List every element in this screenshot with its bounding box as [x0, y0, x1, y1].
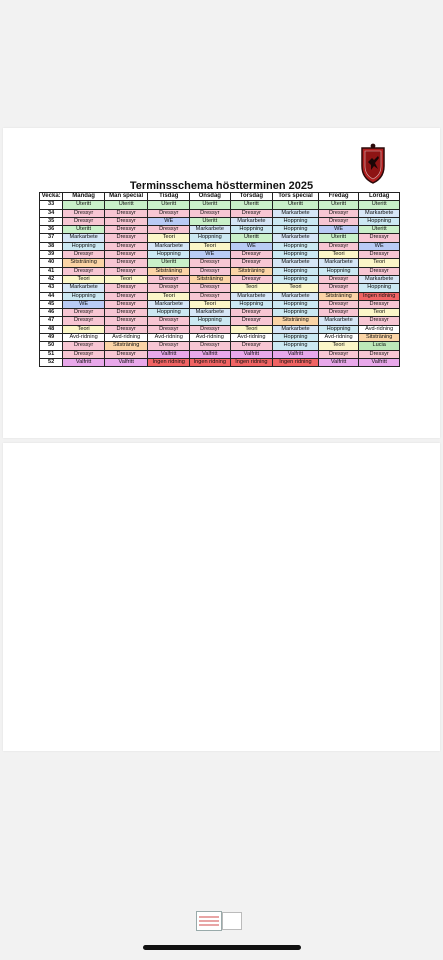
table-row [40, 217, 400, 225]
schedule-cell: Uteritt [273, 201, 319, 209]
schedule-cell: Dressyr [104, 317, 148, 325]
schedule-cell: Dressyr [230, 342, 273, 350]
schedule-cell: Sitsträning [359, 334, 400, 342]
schedule-cell: WE [318, 226, 359, 234]
schedule-cell: Hoppning [273, 267, 319, 275]
schedule-cell: Dressyr [104, 242, 148, 250]
schedule-cell: Teori [273, 284, 319, 292]
schedule-cell: Dressyr [230, 275, 273, 283]
schedule-cell: Uteritt [318, 234, 359, 242]
schedule-cell: Hoppning [230, 300, 273, 308]
schedule-cell: Dressyr [359, 251, 400, 259]
schedule-cell: Uteritt [104, 201, 148, 209]
table-row [40, 292, 400, 300]
schedule-cell: Dressyr [148, 226, 190, 234]
schedule-cell: Dressyr [63, 350, 105, 358]
schedule-cell: Markarbete [148, 300, 190, 308]
schedule-cell: Uteritt [359, 226, 400, 234]
week-number: 52 [40, 358, 63, 366]
schedule-cell: Teori [230, 325, 273, 333]
schedule-cell: Dressyr [63, 251, 105, 259]
schedule-header-row [40, 193, 400, 201]
schedule-cell: Sitsträning [148, 267, 190, 275]
week-number: 42 [40, 275, 63, 283]
week-number: 49 [40, 334, 63, 342]
schedule-cell: Valfritt [318, 358, 359, 366]
schedule-cell: Hoppning [273, 334, 319, 342]
schedule-cell: Hoppning [148, 251, 190, 259]
schedule-cell: Avd-ridning [190, 334, 231, 342]
schedule-cell: Uteritt [63, 201, 105, 209]
schedule-cell: Avd-ridning [63, 334, 105, 342]
schedule-cell: Markarbete [63, 234, 105, 242]
week-number: 48 [40, 325, 63, 333]
schedule-cell: Hoppning [63, 242, 105, 250]
schedule-cell: Teori [148, 292, 190, 300]
schedule-cell: Valfritt [190, 350, 231, 358]
header-saturday: Lördag [359, 193, 400, 201]
schedule-cell: Teori [230, 284, 273, 292]
schedule-cell: Dressyr [63, 309, 105, 317]
header-monday-special: Mån special [104, 193, 148, 201]
schedule-cell: Sitsträning [63, 259, 105, 267]
schedule-cell: Valfritt [273, 350, 319, 358]
schedule-cell: Markarbete [273, 325, 319, 333]
week-number: 36 [40, 226, 63, 234]
schedule-cell: Dressyr [148, 275, 190, 283]
schedule-cell: Markarbete [190, 309, 231, 317]
schedule-cell: Dressyr [104, 234, 148, 242]
schedule-cell: Dressyr [230, 259, 273, 267]
schedule-cell: Ingen ridning [273, 358, 319, 366]
schedule-cell: Sitsträning [190, 275, 231, 283]
schedule-cell: Dressyr [318, 300, 359, 308]
schedule-cell: Hoppning [359, 284, 400, 292]
schedule-cell: Dressyr [148, 209, 190, 217]
schedule-cell: Markarbete [273, 292, 319, 300]
schedule-cell: Dressyr [230, 209, 273, 217]
table-row [40, 251, 400, 259]
schedule-cell: Hoppning [273, 251, 319, 259]
schedule-cell: WE [359, 242, 400, 250]
schedule-cell: Dressyr [318, 242, 359, 250]
page-thumbnail-icon[interactable] [196, 911, 222, 931]
table-row [40, 201, 400, 209]
schedule-cell: Uteritt [148, 201, 190, 209]
schedule-cell: Sitsträning [230, 267, 273, 275]
week-number: 34 [40, 209, 63, 217]
schedule-cell: Dressyr [318, 209, 359, 217]
table-row [40, 209, 400, 217]
schedule-cell: Dressyr [359, 234, 400, 242]
schedule-cell: Dressyr [318, 275, 359, 283]
table-row [40, 325, 400, 333]
club-emblem-icon [359, 142, 387, 184]
table-row [40, 275, 400, 283]
schedule-cell: Ingen ridning [148, 358, 190, 366]
schedule-cell: WE [230, 242, 273, 250]
schedule-cell: Dressyr [190, 267, 231, 275]
schedule-cell: Dressyr [318, 217, 359, 225]
schedule-cell: WE [190, 251, 231, 259]
schedule-cell: Teori [190, 300, 231, 308]
schedule-cell: Dressyr [148, 325, 190, 333]
schedule-cell: Dressyr [148, 284, 190, 292]
week-number: 44 [40, 292, 63, 300]
header-thursday-special: Tors special [273, 193, 319, 201]
schedule-cell: Markarbete [190, 226, 231, 234]
schedule-cell: Dressyr [63, 217, 105, 225]
schedule-cell: Dressyr [104, 209, 148, 217]
schedule-cell: Sitsträning [318, 292, 359, 300]
schedule-cell: Dressyr [63, 209, 105, 217]
schedule-cell: Dressyr [148, 342, 190, 350]
table-row [40, 234, 400, 242]
schedule-cell: Markarbete [148, 242, 190, 250]
document-page-1 [3, 128, 440, 438]
schedule-cell: Hoppning [273, 242, 319, 250]
schedule-cell: Hoppning [148, 309, 190, 317]
table-row [40, 309, 400, 317]
schedule-cell: Dressyr [104, 226, 148, 234]
schedule-cell: Avd-ridning [318, 334, 359, 342]
header-tuesday: Tisdag [148, 193, 190, 201]
page-thumbnails[interactable] [196, 911, 242, 931]
table-row [40, 358, 400, 366]
table-row [40, 342, 400, 350]
schedule-cell: Dressyr [190, 284, 231, 292]
schedule-cell: Markarbete [230, 292, 273, 300]
schedule-cell: Ingen ridning [190, 358, 231, 366]
schedule-cell: WE [63, 300, 105, 308]
schedule-cell: Hoppning [273, 342, 319, 350]
document-page-2 [3, 443, 440, 751]
schedule-cell: Teori [359, 259, 400, 267]
header-wednesday: Onsdag [190, 193, 231, 201]
table-row [40, 284, 400, 292]
schedule-cell: Dressyr [104, 309, 148, 317]
schedule-cell: Sitsträning [273, 317, 319, 325]
schedule-cell: Hoppning [273, 309, 319, 317]
schedule-cell: Hoppning [273, 275, 319, 283]
schedule-cell: Hoppning [63, 292, 105, 300]
table-row [40, 334, 400, 342]
schedule-cell: Dressyr [359, 300, 400, 308]
week-number: 39 [40, 251, 63, 259]
schedule-cell: Uteritt [318, 201, 359, 209]
schedule-cell: Markarbete [230, 217, 273, 225]
schedule-cell: Avd-ridning [359, 325, 400, 333]
schedule-cell: Dressyr [104, 251, 148, 259]
week-number: 41 [40, 267, 63, 275]
schedule-cell: Ingen ridning [230, 358, 273, 366]
schedule-cell: Avd-ridning [148, 334, 190, 342]
schedule-cell: Dressyr [190, 342, 231, 350]
schedule-cell: Dressyr [359, 350, 400, 358]
week-number: 46 [40, 309, 63, 317]
schedule-cell: Teori [148, 234, 190, 242]
schedule-cell: Valfritt [230, 350, 273, 358]
schedule-cell: Dressyr [230, 309, 273, 317]
table-row [40, 317, 400, 325]
schedule-cell: Hoppning [273, 217, 319, 225]
schedule-cell: Dressyr [104, 325, 148, 333]
schedule-cell: Hoppning [318, 325, 359, 333]
schedule-cell: Valfritt [104, 358, 148, 366]
home-indicator[interactable] [143, 945, 301, 950]
schedule-cell: Markarbete [318, 317, 359, 325]
schedule-cell: Dressyr [190, 325, 231, 333]
schedule-cell: Markarbete [273, 259, 319, 267]
schedule-cell: Dressyr [104, 350, 148, 358]
schedule-table [39, 192, 400, 367]
week-number: 37 [40, 234, 63, 242]
schedule-cell: Uteritt [190, 217, 231, 225]
schedule-cell: Teori [63, 325, 105, 333]
schedule-cell: Dressyr [359, 317, 400, 325]
schedule-cell: Markarbete [273, 209, 319, 217]
schedule-cell: Dressyr [230, 317, 273, 325]
week-number: 33 [40, 201, 63, 209]
schedule-cell: Uteritt [148, 259, 190, 267]
week-number: 43 [40, 284, 63, 292]
schedule-cell: Dressyr [104, 284, 148, 292]
schedule-cell: Teori [190, 242, 231, 250]
schedule-cell: Uteritt [230, 234, 273, 242]
schedule-cell: Markarbete [63, 284, 105, 292]
schedule-cell: Dressyr [190, 292, 231, 300]
schedule-cell: Hoppning [230, 226, 273, 234]
schedule-cell: Dressyr [63, 317, 105, 325]
schedule-cell: Ingen ridning [359, 292, 400, 300]
schedule-cell: Avd-ridning [104, 334, 148, 342]
week-number: 35 [40, 217, 63, 225]
schedule-cell: Uteritt [190, 201, 231, 209]
schedule-cell: Dressyr [104, 259, 148, 267]
schedule-cell: Avd-ridning [230, 334, 273, 342]
table-row [40, 350, 400, 358]
schedule-cell: Markarbete [359, 209, 400, 217]
schedule-cell: Lucia [359, 342, 400, 350]
schedule-cell: Dressyr [190, 259, 231, 267]
schedule-cell: Valfritt [359, 358, 400, 366]
week-number: 45 [40, 300, 63, 308]
week-number: 40 [40, 259, 63, 267]
schedule-cell: Teori [63, 275, 105, 283]
header-week: Vecka: [40, 193, 63, 201]
schedule-cell: Teori [104, 275, 148, 283]
table-row [40, 226, 400, 234]
schedule-cell: Markarbete [359, 275, 400, 283]
schedule-cell: Hoppning [273, 300, 319, 308]
schedule-cell: Hoppning [190, 317, 231, 325]
schedule-cell: Valfritt [148, 350, 190, 358]
header-friday: Fredag [318, 193, 359, 201]
schedule-cell: Hoppning [190, 234, 231, 242]
schedule-cell: Dressyr [104, 292, 148, 300]
schedule-cell: Markarbete [318, 259, 359, 267]
schedule-body [40, 201, 400, 367]
schedule-cell: Valfritt [63, 358, 105, 366]
schedule-cell: Dressyr [359, 267, 400, 275]
table-row [40, 259, 400, 267]
table-row [40, 267, 400, 275]
schedule-cell: Dressyr [190, 209, 231, 217]
schedule-cell: Dressyr [63, 342, 105, 350]
schedule-cell: Markarbete [273, 234, 319, 242]
schedule-cell: Hoppning [273, 226, 319, 234]
schedule-cell: Dressyr [318, 284, 359, 292]
schedule-cell: Dressyr [104, 217, 148, 225]
schedule-cell: Hoppning [318, 267, 359, 275]
schedule-cell: Dressyr [63, 267, 105, 275]
week-number: 51 [40, 350, 63, 358]
schedule-cell: Dressyr [230, 251, 273, 259]
schedule-cell: Teori [318, 342, 359, 350]
schedule-cell: Uteritt [359, 201, 400, 209]
table-row [40, 242, 400, 250]
week-number: 50 [40, 342, 63, 350]
schedule-cell: Dressyr [104, 267, 148, 275]
schedule-title: Terminsschema höstterminen 2025 [129, 180, 314, 192]
table-row [40, 300, 400, 308]
schedule-cell: Dressyr [318, 309, 359, 317]
schedule-cell: Sitsträning [104, 342, 148, 350]
schedule-cell: Dressyr [104, 300, 148, 308]
schedule-cell: Uteritt [230, 201, 273, 209]
page-thumbnail-icon[interactable] [222, 912, 242, 930]
schedule-cell: Uteritt [63, 226, 105, 234]
schedule-cell: Hoppning [359, 217, 400, 225]
week-number: 47 [40, 317, 63, 325]
schedule-cell: Dressyr [318, 350, 359, 358]
week-number: 38 [40, 242, 63, 250]
schedule-cell: Teori [359, 309, 400, 317]
schedule-cell: Dressyr [148, 317, 190, 325]
header-thursday: Torsdag [230, 193, 273, 201]
schedule-cell: WE [148, 217, 190, 225]
header-monday: Måndag [63, 193, 105, 201]
schedule-cell: Teori [318, 251, 359, 259]
